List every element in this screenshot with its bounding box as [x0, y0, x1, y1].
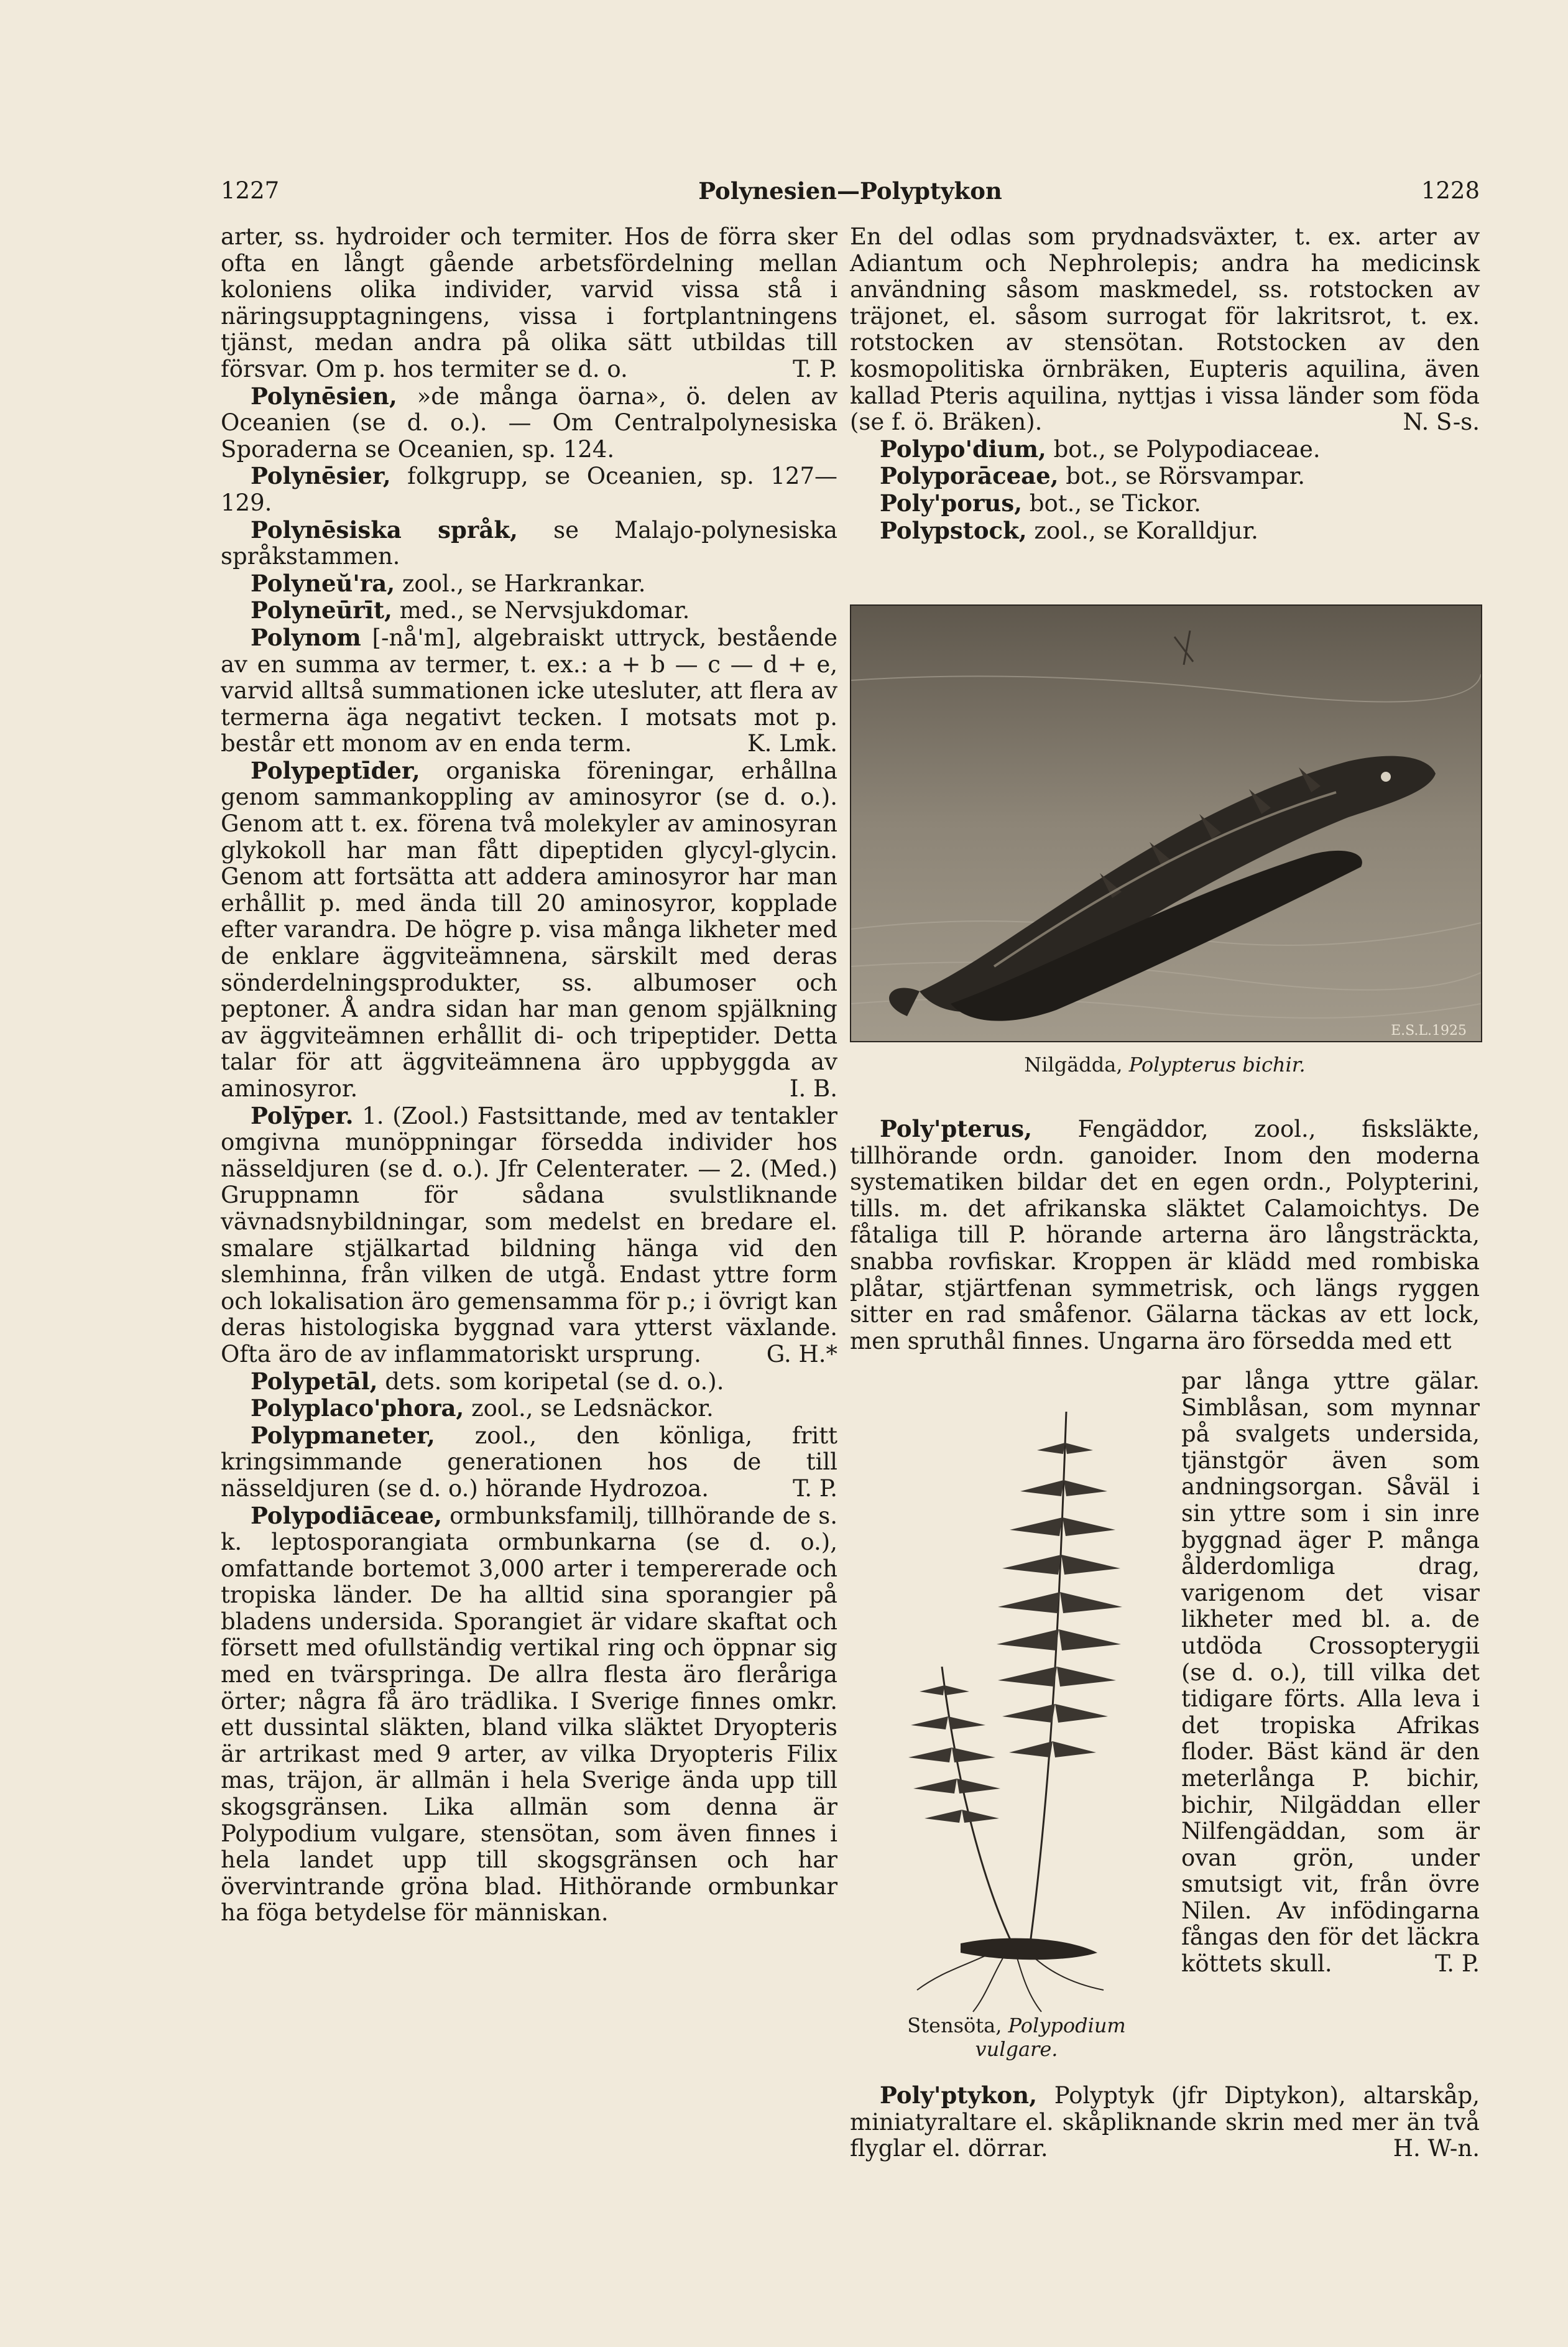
fern-caption-text: Stensöta, — [907, 2014, 1008, 2037]
column-right-middle — [850, 1116, 1480, 1354]
dictionary-entry — [221, 1368, 837, 1396]
author-signature: N. S-s. — [1403, 409, 1480, 436]
entry-text: »de många öarna», ö. delen av Oceanien (se d. o.). — Om Centralpolynesiska Sporaderna se Oceanien, sp. 124. — [221, 382, 837, 463]
entry-text: bot., se Tickor. — [1022, 489, 1201, 517]
engraver-signature: E.S.L.1925 — [1391, 1023, 1467, 1039]
entry-headword: Polyneŭ'ra, — [251, 569, 395, 597]
entry-text: Fengäddor, zool., fisksläkte, tillhörande ordn. ganoider. Inom den moderna systematiken bildar det en egen ordn., Polypterini, tills. m. det afrikanska släktet Calamoichtys. De fåtaliga till P. hörande arterna äro långsträckta, snabba rovfiskar. Kroppen är klädd med rombiska plåtar, stjärtfenan symmetrisk, och längs ryggen sitter en rad småfenor. Gälarna täckas av ett lock, men spruthål finnes. Ungarna äro försedda med ett — [850, 1116, 1480, 1354]
author-signature: H. W-n. — [1393, 2135, 1480, 2162]
entry-text: med., se Nervsjukdomar. — [392, 597, 690, 624]
column-right-wrap — [1181, 1368, 1480, 1978]
fern-caption — [867, 2014, 1166, 2061]
dictionary-entry — [221, 517, 837, 570]
paragraph-text: par långa yttre gälar. Simblåsan, som mynnar på svalgets undersida, tjänstgör även som andningsorgan. Såväl i sin yttre som i sin inre byggnad äger P. många ålderdomliga drag, varigenom det visar likheter med bl. a. de utdöda Crossopterygii (se d. o.), till vilka det tidigare förts. Alla leva i det tropiska Afrikas floder. Bäst känd är den meterlånga P. bichir, bichir, Nilgäddan eller Nilfengäddan, som är ovan grön, under smutsigt vit, från övre Nilen. Av infödingarna fångas den för det läckra köttets skull. — [1181, 1368, 1480, 1978]
fern-caption-latin: Polypodium vulgare. — [975, 2014, 1126, 2061]
dictionary-entry — [221, 1103, 837, 1368]
entry-headword: Polyporāceae, — [880, 462, 1059, 490]
entry-headword: Polynēsiska språk, — [251, 516, 518, 544]
dictionary-entry — [850, 490, 1480, 517]
entry-text: dets. som koripetal (se d. o.). — [377, 1368, 724, 1395]
paragraph — [221, 224, 837, 383]
entry-text: zool., se Koralldjur. — [1026, 517, 1258, 544]
dictionary-entry — [221, 1502, 837, 1927]
entry-text: bot., se Rörsvampar. — [1058, 463, 1306, 490]
dictionary-entry — [850, 436, 1480, 463]
entry-headword: Polypetāl, — [251, 1367, 378, 1395]
dictionary-entry — [850, 2082, 1480, 2162]
entry-text: [-nå'm], algebraiskt uttryck, bestående av en summa av termer, t. ex.: a + b — c — d + e, varvid alltså summationen icke utesluter, att flera av termerna äga negativt tecken. I motsats mot p. består ett monom av en enda term. — [221, 624, 837, 757]
entry-text: bot., se Polypodiaceae. — [1046, 435, 1321, 463]
entry-headword: Polynēsien, — [251, 382, 397, 410]
entry-text: organiska föreningar, erhållna genom sammankoppling av aminosyror (se d. o.). Genom att t. ex. förena två molekyler av aminosyran glykokoll har man fått dipeptiden glycyl-glycin. Genom att fortsätta att addera aminosyror har man erhållit p. med ända till 20 aminosyror, kopplade efter varandra. De högre p. visa många likheter med de enklare äggviteämnena, särskilt med deras sönderdelningsprodukter, ss. albumoser och peptoner. Å andra sidan har man genom spjälkning av äggviteämnen erhållit di- och tripeptider. Detta talar för att äggviteämnena äro uppbyggda av aminosyror. — [221, 757, 837, 1102]
dictionary-entry — [221, 1395, 837, 1422]
entry-headword: Polypodiāceae, — [251, 1501, 442, 1529]
dictionary-entry — [221, 383, 837, 463]
dictionary-entry — [850, 463, 1480, 490]
author-signature: I. B. — [789, 1075, 837, 1102]
dictionary-entry — [221, 1422, 837, 1502]
entry-text: ormbunksfamilj, tillhörande de s. k. leptosporangiata ormbunkarna (se d. o.), omfattande bortemot 3,000 arter i tempererade och tropiska länder. De ha alltid sina sporangier på bladens undersida. Sporangiet är vidare skaftat och försett med ofullständig vertikal ring och öppnar sig med en tvärspringa. De allra flesta äro fleråriga örter; några få äro trädlika. I Sverige finnes omkr. ett dussintal släkten, bland vilka släktet Dryopteris är artrikast med 9 arter, av vilka Dryopteris Filix mas, träjon, är allmän i hela Sverige ända upp till skogsgränsen. Lika allmän som denna är Polypodium vulgare, stensötan, som även finnes i hela landet upp till skogsgränsen och har övervintrande gröna blad. Hithörande ormbunkar ha föga betydelse för människan. — [221, 1502, 837, 1927]
column-right-bottom — [850, 2082, 1480, 2162]
dictionary-entry — [221, 757, 837, 1103]
entry-headword: Poly'porus, — [880, 489, 1023, 517]
entry-headword: Polypeptīder, — [251, 756, 420, 784]
entry-text: zool., se Ledsnäckor. — [464, 1395, 714, 1422]
dictionary-entry — [850, 1116, 1480, 1354]
fern-drawing — [867, 1393, 1166, 2015]
entry-headword: Poly'ptykon, — [880, 2081, 1037, 2109]
entry-headword: Polypmaneter, — [251, 1421, 435, 1449]
fish-caption — [850, 1053, 1480, 1076]
author-signature: K. Lmk. — [747, 730, 837, 757]
fern-illustration — [867, 1393, 1166, 2015]
dictionary-entry — [221, 570, 837, 598]
entry-headword: Polyplaco'phora, — [251, 1394, 464, 1422]
dictionary-entry — [221, 463, 837, 516]
entry-headword: Polynom — [251, 623, 361, 651]
author-signature: G. H.* — [766, 1340, 837, 1368]
paragraph — [850, 224, 1480, 436]
dictionary-entry — [221, 624, 837, 757]
entry-text: 1. (Zool.) Fastsittande, med av tentakler omgivna munöppningar försedda individer hos nässeldjuren (se d. o.). Jfr Celenterater. — 2. (Med.) Gruppnamn för sådana svulstliknande vävnadsnybildningar, som medelst en bredare el. smalare stjälkartad bildning hänga vid den slemhinna, från vilken de utgå. Endast yttre form och lokalisation äro gemensamma för p.; i övrigt kan deras histologiska byggnad vara ytterst växlande. Ofta äro de av inflammatoriskt ursprung. — [221, 1102, 837, 1368]
entry-text: Polyptyk (jfr Diptykon), altarskåp, miniatyraltare el. skåpliknande skrin med mer än två flyglar el. dörrar. — [850, 2082, 1480, 2162]
entry-text: folkgrupp, se Oceanien, sp. 127—129. — [221, 463, 837, 516]
fish-caption-latin: Polypterus bichir. — [1128, 1053, 1306, 1076]
fish-drawing — [851, 606, 1481, 1041]
entry-headword: Polypo'dium, — [880, 435, 1046, 463]
entry-text: En del odlas som prydnadsväxter, t. ex. arter av Adiantum och Nephrolepis; andra ha medicinsk användning såsom maskmedel, ss. rotstocken av träjonet, el. såsom surrogat för lakritsrot, t. ex. rotstocken av stensötan. Rotstocken av den kosmopolitiska örnbräken, Eupteris aquilina, även kallad Pteris aquilina, nyttjas i vissa länder som föda (se f. ö. Bräken). — [850, 223, 1480, 436]
entry-text: zool., den könliga, fritt kringsimmande generationen hos de till nässeldjuren (se d. o.) hörande Hydrozoa. — [221, 1422, 837, 1502]
dictionary-entry — [221, 597, 837, 624]
entry-headword: Polynēsier, — [251, 462, 391, 490]
page-header — [221, 177, 1480, 215]
page-number-left: 1227 — [221, 177, 280, 204]
running-title: Polynesien—Polyptykon — [698, 177, 1002, 205]
entry-headword: Poly'pterus, — [880, 1115, 1032, 1142]
author-signature: T. P. — [1435, 1950, 1480, 1978]
fish-illustration — [850, 604, 1482, 1042]
author-signature: T. P. — [793, 1474, 837, 1502]
entry-text: se Malajo-polynesiska språkstammen. — [221, 516, 837, 570]
dictionary-entry — [850, 517, 1480, 545]
entry-headword: Polyneūrīt, — [251, 596, 392, 624]
entry-headword: Polypstock, — [880, 516, 1027, 544]
page-number-right: 1228 — [1421, 177, 1480, 204]
entry-text: arter, ss. hydroider och termiter. Hos de förra sker ofta en långt gående arbetsfördelning mellan koloniens olika individer, varvid vissa stå i näringsupptagningens, vissa i fortplantningens tjänst, medan andra på olika sätt utbildas till försvar. Om p. hos termiter se d. o. — [221, 223, 837, 382]
entry-headword: Polȳper. — [251, 1101, 354, 1129]
column-left — [221, 224, 837, 1927]
entry-text: zool., se Harkrankar. — [395, 570, 646, 597]
column-right-top — [850, 224, 1480, 544]
author-signature: T. P. — [793, 355, 837, 382]
fish-caption-text: Nilgädda, — [1024, 1053, 1129, 1076]
